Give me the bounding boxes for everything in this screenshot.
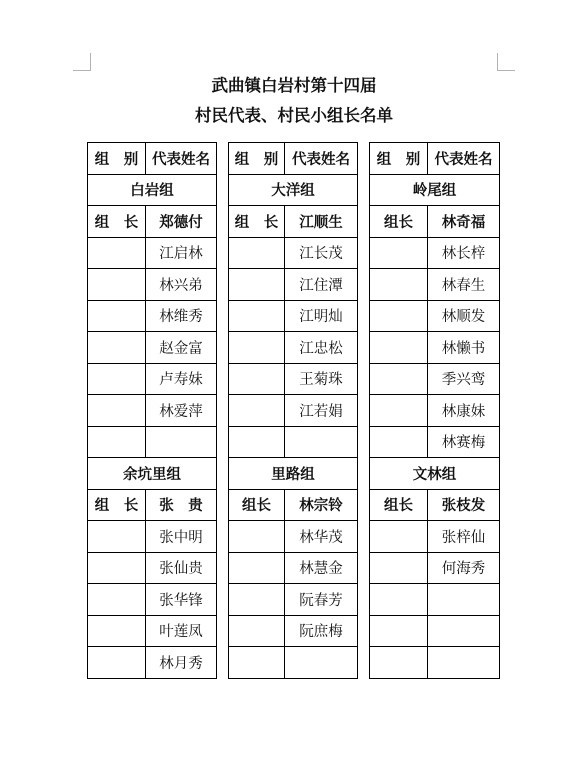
member-row xyxy=(88,426,217,458)
group-name-cell: 文林组 xyxy=(370,458,500,490)
member-row xyxy=(229,395,358,427)
leader-name-cell: 林奇福 xyxy=(428,206,500,238)
member-row xyxy=(88,395,217,427)
member-row xyxy=(229,584,358,616)
header-name-cell: 代表姓名 xyxy=(146,143,217,175)
group-table-2 xyxy=(228,142,358,679)
member-row xyxy=(370,615,500,647)
leader-row xyxy=(370,206,500,238)
member-row xyxy=(88,300,217,332)
member-row xyxy=(88,521,217,553)
member-name-cell: 张中明 xyxy=(146,521,217,553)
member-row xyxy=(229,647,358,679)
leader-label-cell: 组 长 xyxy=(88,489,146,521)
table-header-row xyxy=(370,143,500,175)
member-name-cell: 林康妹 xyxy=(428,395,500,427)
member-row xyxy=(370,300,500,332)
group-name-cell: 白岩组 xyxy=(88,174,217,206)
member-name-cell: 江若娟 xyxy=(285,395,358,427)
member-name-cell: 林维秀 xyxy=(146,300,217,332)
member-name-cell: 江长茂 xyxy=(285,237,358,269)
member-row xyxy=(229,426,358,458)
group-name-row xyxy=(88,458,217,490)
member-row xyxy=(370,584,500,616)
member-row xyxy=(88,647,217,679)
header-group-cell: 组 别 xyxy=(229,143,285,175)
member-row xyxy=(229,237,358,269)
member-row xyxy=(370,363,500,395)
member-row xyxy=(229,300,358,332)
header-name-cell: 代表姓名 xyxy=(285,143,358,175)
group-name-row xyxy=(370,174,500,206)
member-row xyxy=(88,237,217,269)
leader-label-cell: 组长 xyxy=(370,489,428,521)
header-group-cell: 组 别 xyxy=(88,143,146,175)
table-header-row xyxy=(229,143,358,175)
member-row xyxy=(370,269,500,301)
document-subtitle: 村民代表、村民小组长名单 xyxy=(195,106,393,125)
header-name-cell: 代表姓名 xyxy=(428,143,500,175)
leader-row xyxy=(370,489,500,521)
member-name-cell: 林慧金 xyxy=(285,552,358,584)
member-name-cell: 阮春芳 xyxy=(285,584,358,616)
leader-name-cell: 郑德付 xyxy=(146,206,217,238)
member-row xyxy=(229,332,358,364)
member-name-cell: 林兴弟 xyxy=(146,269,217,301)
member-name-cell: 林长梓 xyxy=(428,237,500,269)
member-row xyxy=(88,363,217,395)
group-name-row xyxy=(229,458,358,490)
member-name-cell: 林懒书 xyxy=(428,332,500,364)
member-name-cell: 林春生 xyxy=(428,269,500,301)
member-row xyxy=(370,237,500,269)
member-row xyxy=(88,584,217,616)
member-row xyxy=(88,615,217,647)
crop-mark-top-right xyxy=(497,53,515,71)
member-name-cell: 阮庶梅 xyxy=(285,615,358,647)
group-table-1 xyxy=(87,142,217,679)
member-name-cell: 江启林 xyxy=(146,237,217,269)
member-row xyxy=(229,615,358,647)
member-name-cell: 季兴鸾 xyxy=(428,363,500,395)
table-header-row xyxy=(88,143,217,175)
leader-label-cell: 组长 xyxy=(370,206,428,238)
leader-row xyxy=(229,489,358,521)
member-name-cell xyxy=(146,426,217,458)
member-name-cell: 林月秀 xyxy=(146,647,217,679)
member-row xyxy=(370,647,500,679)
member-name-cell: 叶莲凤 xyxy=(146,615,217,647)
member-name-cell: 江明灿 xyxy=(285,300,358,332)
group-name-cell: 余坑里组 xyxy=(88,458,217,490)
leader-label-cell: 组长 xyxy=(229,489,285,521)
leader-name-cell: 张 贵 xyxy=(146,489,217,521)
member-name-cell: 张华锋 xyxy=(146,584,217,616)
leader-label-cell: 组 长 xyxy=(229,206,285,238)
member-row xyxy=(229,269,358,301)
member-row xyxy=(229,552,358,584)
member-name-cell: 江忠松 xyxy=(285,332,358,364)
member-row xyxy=(88,269,217,301)
group-table-3 xyxy=(369,142,500,679)
member-name-cell: 张仙贵 xyxy=(146,552,217,584)
member-name-cell: 林顺发 xyxy=(428,300,500,332)
leader-name-cell: 江顺生 xyxy=(285,206,358,238)
member-name-cell: 江住潭 xyxy=(285,269,358,301)
member-row xyxy=(370,395,500,427)
member-name-cell: 林华茂 xyxy=(285,521,358,553)
group-name-cell: 岭尾组 xyxy=(370,174,500,206)
group-name-cell: 大洋组 xyxy=(229,174,358,206)
crop-mark-top-left xyxy=(73,53,91,71)
member-row xyxy=(88,552,217,584)
leader-row xyxy=(229,206,358,238)
member-name-cell xyxy=(428,615,500,647)
header-group-cell: 组 别 xyxy=(370,143,428,175)
member-name-cell: 张梓仙 xyxy=(428,521,500,553)
member-name-cell xyxy=(428,584,500,616)
member-name-cell xyxy=(285,647,358,679)
group-name-row xyxy=(88,174,217,206)
leader-name-cell: 张枝发 xyxy=(428,489,500,521)
member-row xyxy=(370,552,500,584)
member-name-cell: 林赛梅 xyxy=(428,426,500,458)
member-name-cell xyxy=(285,426,358,458)
group-name-row xyxy=(229,174,358,206)
member-row xyxy=(88,332,217,364)
leader-name-cell: 林宗铃 xyxy=(285,489,358,521)
group-name-row xyxy=(370,458,500,490)
member-name-cell: 何海秀 xyxy=(428,552,500,584)
member-row xyxy=(370,521,500,553)
member-name-cell: 林爱萍 xyxy=(146,395,217,427)
leader-label-cell: 组 长 xyxy=(88,206,146,238)
group-name-cell: 里路组 xyxy=(229,458,358,490)
member-row xyxy=(370,332,500,364)
member-row xyxy=(229,363,358,395)
leader-row xyxy=(88,206,217,238)
member-name-cell xyxy=(428,647,500,679)
member-row xyxy=(229,521,358,553)
document-title: 武曲镇白岩村第十四届 xyxy=(211,76,377,95)
member-row xyxy=(370,426,500,458)
member-name-cell: 卢寿妹 xyxy=(146,363,217,395)
leader-row xyxy=(88,489,217,521)
member-name-cell: 王菊珠 xyxy=(285,363,358,395)
member-name-cell: 赵金富 xyxy=(146,332,217,364)
